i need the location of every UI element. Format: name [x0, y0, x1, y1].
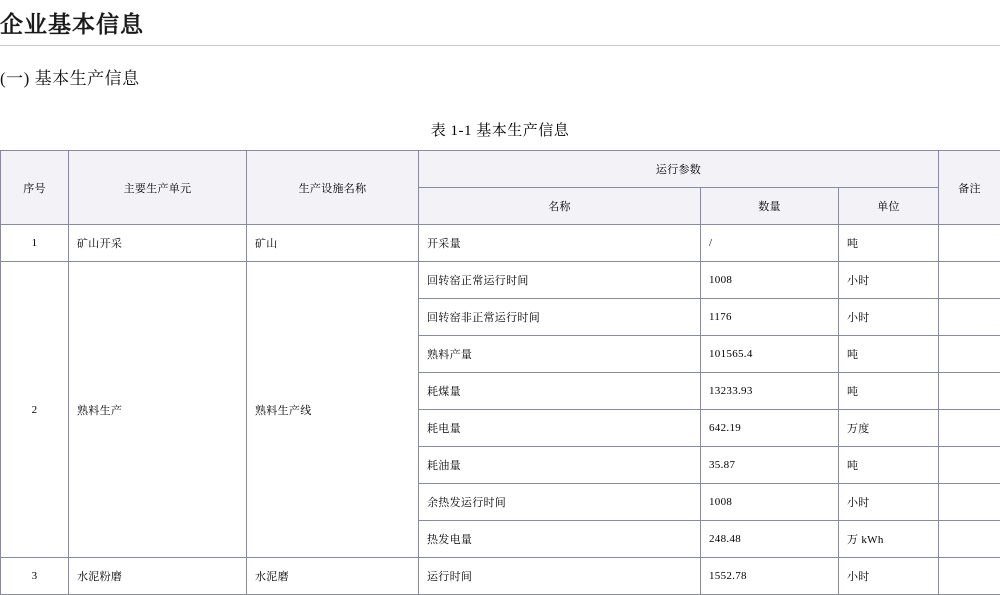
- cell-uom: 吨: [839, 447, 939, 484]
- page-title: 企业基本信息: [0, 6, 1000, 45]
- cell-remark: [939, 336, 1000, 373]
- cell-qty: 248.48: [701, 521, 839, 558]
- cell-qty: 1176: [701, 299, 839, 336]
- table-caption: 表 1-1 基本生产信息: [0, 119, 1000, 140]
- table-row: [1, 558, 1000, 595]
- cell-param: 熟料产量: [419, 336, 701, 373]
- cell-qty: 13233.93: [701, 373, 839, 410]
- cell-unit: 熟料生产: [69, 262, 247, 558]
- table-row: [1, 262, 1000, 299]
- cell-seq: 3: [1, 558, 69, 595]
- title-divider: [0, 45, 1000, 46]
- cell-remark: [939, 225, 1000, 262]
- table-header-row-1: [1, 151, 1000, 188]
- cell-unit: 矿山开采: [69, 225, 247, 262]
- cell-uom: 吨: [839, 373, 939, 410]
- cell-remark: [939, 484, 1000, 521]
- document-page: [0, 6, 1000, 590]
- cell-uom: 吨: [839, 225, 939, 262]
- cell-param: 运行时间: [419, 558, 701, 595]
- cell-facility: 水泥磨: [247, 558, 419, 595]
- cell-param: 余热发运行时间: [419, 484, 701, 521]
- column-header-uom: 单位: [839, 188, 939, 225]
- column-header-group-operating-parameters: 运行参数: [419, 151, 939, 188]
- column-header-facility: 生产设施名称: [247, 151, 419, 225]
- cell-param: 耗电量: [419, 410, 701, 447]
- cell-qty: 35.87: [701, 447, 839, 484]
- cell-remark: [939, 410, 1000, 447]
- cell-seq: 2: [1, 262, 69, 558]
- cell-uom: 小时: [839, 299, 939, 336]
- cell-qty: 1008: [701, 262, 839, 299]
- cell-remark: [939, 558, 1000, 595]
- table-header: [1, 151, 1000, 225]
- table-row: [1, 225, 1000, 262]
- cell-uom: 万 kWh: [839, 521, 939, 558]
- cell-seq: 1: [1, 225, 69, 262]
- cell-remark: [939, 262, 1000, 299]
- cell-param: 回转窑非正常运行时间: [419, 299, 701, 336]
- cell-param: 耗油量: [419, 447, 701, 484]
- column-header-unit: 主要生产单元: [69, 151, 247, 225]
- cell-uom: 小时: [839, 262, 939, 299]
- cell-param: 开采量: [419, 225, 701, 262]
- cell-facility: 熟料生产线: [247, 262, 419, 558]
- cell-qty: /: [701, 225, 839, 262]
- cell-qty: 1552.78: [701, 558, 839, 595]
- cell-qty: 1008: [701, 484, 839, 521]
- cell-uom: 小时: [839, 558, 939, 595]
- cell-param: 耗煤量: [419, 373, 701, 410]
- cell-qty: 642.19: [701, 410, 839, 447]
- column-header-remark: 备注: [939, 151, 1000, 225]
- cell-facility: 矿山: [247, 225, 419, 262]
- column-header-seq: 序号: [1, 151, 69, 225]
- column-header-quantity: 数量: [701, 188, 839, 225]
- cell-remark: [939, 447, 1000, 484]
- cell-remark: [939, 521, 1000, 558]
- cell-unit: 水泥粉磨: [69, 558, 247, 595]
- column-header-param-name: 名称: [419, 188, 701, 225]
- cell-param: 热发电量: [419, 521, 701, 558]
- cell-uom: 万度: [839, 410, 939, 447]
- cell-remark: [939, 373, 1000, 410]
- basic-production-info-table: [0, 150, 1000, 595]
- cell-qty: 101565.4: [701, 336, 839, 373]
- cell-uom: 吨: [839, 336, 939, 373]
- section-heading: (一) 基本生产信息: [0, 64, 1000, 89]
- table-body: [1, 225, 1000, 595]
- cell-param: 回转窑正常运行时间: [419, 262, 701, 299]
- cell-uom: 小时: [839, 484, 939, 521]
- cell-remark: [939, 299, 1000, 336]
